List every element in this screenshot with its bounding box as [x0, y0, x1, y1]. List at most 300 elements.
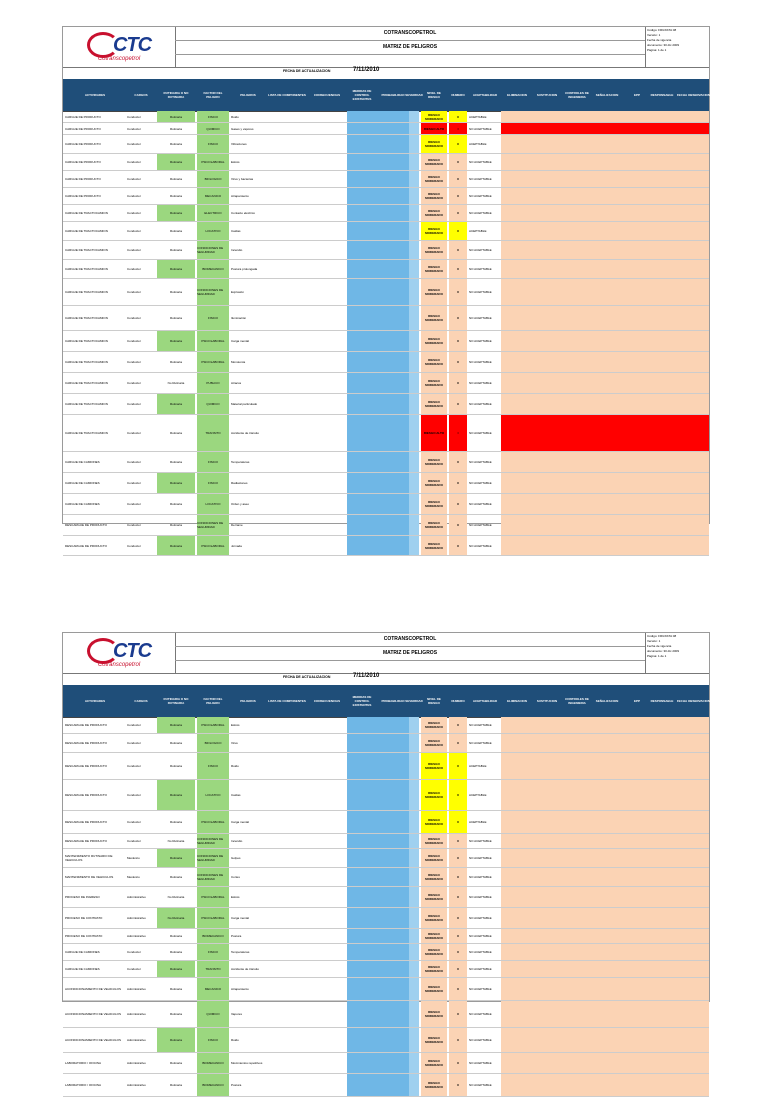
risk-number-cell: II: [449, 868, 467, 886]
company-name: COTRANSCOPETROL: [175, 27, 645, 41]
acceptability-cell: NO ACEPTABLE: [469, 1061, 492, 1065]
routine-cell: Rutinaria: [169, 316, 182, 320]
acceptability-cell: NO ACEPTABLE: [469, 741, 492, 745]
column-header-2: RUTINARIA O NO RUTINARIA: [163, 91, 189, 99]
routine-cell: Rutinaria: [169, 1083, 182, 1087]
risk-number-cell: II: [449, 929, 467, 943]
acceptability-cell: NO ACEPTABLE: [469, 875, 492, 879]
routine-cell: Rutinaria: [169, 431, 182, 435]
table-row: [63, 834, 709, 849]
routine-cell: Rutinaria: [169, 820, 182, 824]
acceptability-cell: NO ACEPTABLE: [469, 126, 492, 131]
activity-cell: CARGUE DE PRODUCTO: [65, 177, 101, 181]
risk-number-cell: II: [449, 1074, 467, 1096]
routine-cell: Rutinaria: [169, 248, 182, 252]
table-row: [63, 1028, 709, 1053]
hazard-cell: Monotonía: [231, 360, 246, 364]
activity-cell: CARGUE DE PRODUCTO: [65, 142, 101, 146]
risk-level-cell: RIESGO MODERADO: [421, 306, 447, 330]
table-row: [63, 717, 709, 734]
factor-cell: CONDICIONES DE SEGURIDAD: [197, 849, 229, 867]
role-cell: Administrativo: [127, 934, 146, 938]
hazard-cell: Accidente de tránsito: [231, 431, 260, 435]
column-header-8: PROBABILIDAD: [381, 699, 405, 703]
column-header-3: FACTOR DEL PELIGRO: [203, 697, 223, 705]
acceptability-cell: NO ACEPTABLE: [469, 950, 492, 954]
column-header-8: PROBABILIDAD: [381, 93, 405, 97]
column-header-19: FECHA: [676, 93, 688, 97]
risk-number-cell: II: [449, 373, 467, 393]
factor-cell: PSICOLABORAL: [197, 536, 229, 555]
factor-cell: FISICO: [197, 753, 229, 779]
hazard-cell: Postura: [231, 1083, 242, 1087]
role-cell: Conductor: [127, 460, 141, 464]
table-row: [63, 780, 709, 811]
column-header-4: PELIGROS: [240, 699, 256, 703]
factor-cell: PSICOLABORAL: [197, 717, 229, 733]
role-cell: Administrativo: [127, 1012, 146, 1016]
risk-level-cell: RIESGO ALTO: [421, 415, 447, 451]
hazard-cell: Derrame: [231, 523, 243, 527]
routine-cell: Rutinaria: [157, 849, 195, 867]
activity-cell: DESCARGUE DE PRODUCTO: [65, 543, 107, 548]
table-row: [63, 154, 709, 171]
factor-cell: FISICO: [197, 135, 229, 153]
risk-level-cell: RIESGO MODERADO: [421, 717, 447, 733]
hazard-cell: Radiaciones: [231, 481, 248, 485]
hazard-cell: Virus y bacterias: [231, 177, 254, 181]
risk-number-cell: II: [449, 188, 467, 204]
risk-level-cell: RIESGO MODERADO: [421, 1001, 447, 1027]
activity-cell: CARGUE DE TRACTOCAMION: [65, 229, 108, 233]
factor-cell: BIOMECANICO: [197, 1053, 229, 1073]
routine-cell: Rutinaria: [169, 741, 182, 745]
risk-number-cell: II: [449, 834, 467, 848]
routine-cell: Rutinaria: [169, 934, 182, 938]
role-cell: Conductor: [127, 950, 141, 954]
column-header-1: CARGOS: [134, 699, 148, 703]
update-label: FECHA DE ACTUALIZACION: [283, 675, 331, 679]
column-header-14: SUSTITUCION: [536, 93, 558, 97]
column-header-0: ACTIVIDADES: [84, 93, 106, 97]
routine-cell: Rutinaria: [169, 194, 182, 198]
acceptability-cell: NO ACEPTABLE: [469, 460, 492, 464]
column-header-row: [63, 685, 715, 718]
routine-cell: Rutinaria: [157, 717, 195, 733]
activity-cell: DESCARGUE DE PRODUCTO: [65, 764, 107, 768]
risk-number-cell: II: [449, 473, 467, 493]
risk-number-cell: II: [449, 331, 467, 351]
factor-cell: QUIMICO: [197, 1001, 229, 1027]
hazard-cell: Atrapamiento: [231, 194, 249, 198]
routine-cell: Rutinaria: [157, 154, 195, 170]
document-page-2: [62, 632, 715, 1089]
risk-level-cell: RIESGO MODERADO: [421, 452, 447, 472]
risk-level-cell: RIESGO MODERADO: [421, 929, 447, 943]
acceptability-cell: NO ACEPTABLE: [469, 916, 492, 920]
column-header-12: ACEPTABILIDAD: [472, 93, 498, 97]
acceptability-cell: ACEPTABLE: [469, 114, 487, 119]
acceptability-cell: NO ACEPTABLE: [469, 895, 492, 899]
risk-level-cell: RIESGO MODERADO: [421, 494, 447, 514]
factor-cell: PSICOLABORAL: [197, 887, 229, 907]
routine-cell: Rutinaria: [157, 473, 195, 493]
factor-cell: ELECTRICO: [197, 205, 229, 221]
column-header-20: OBSERVACIONES: [687, 93, 715, 97]
routine-cell: Rutinaria: [169, 360, 182, 364]
acceptability-cell: NO ACEPTABLE: [469, 316, 492, 320]
column-header-17: EPP: [633, 93, 640, 97]
factor-cell: LOCATIVO: [197, 494, 229, 514]
risk-number-cell: II: [449, 536, 467, 555]
table-row: [63, 222, 709, 241]
role-cell: Conductor: [127, 126, 141, 131]
role-cell: Conductor: [127, 194, 141, 198]
role-cell: Administrativo: [127, 895, 146, 899]
hazard-cell: Vibraciones: [231, 142, 247, 146]
activity-cell: CARGUE DE CAMIONES: [65, 950, 100, 954]
routine-cell: Rutinaria: [157, 331, 195, 351]
role-cell: Conductor: [127, 839, 141, 843]
routine-cell: Rutinaria: [157, 536, 195, 555]
risk-level-cell: RIESGO MODERADO: [421, 1028, 447, 1052]
factor-cell: BIOLOGICO: [197, 171, 229, 187]
hazard-cell: Temperaturas: [231, 460, 250, 464]
risk-level-cell: RIESGO MODERADO: [421, 834, 447, 848]
table-row: [63, 849, 709, 868]
routine-cell: Rutinaria: [157, 260, 195, 278]
column-header-15: CONTROLES DE INGENIERIA: [565, 697, 589, 705]
table-row: [63, 753, 709, 780]
hazard-cell: Atrapamiento: [231, 987, 249, 991]
update-date: 7/11/2010: [353, 673, 380, 679]
table-row: [63, 944, 709, 961]
factor-cell: FISICO: [197, 452, 229, 472]
column-header-6: CONSECUENCIAS: [313, 699, 341, 703]
factor-cell: QUIMICO: [197, 394, 229, 414]
role-cell: Conductor: [127, 267, 141, 271]
activity-cell: DESCARGUE DE PRODUCTO: [65, 523, 107, 527]
acceptability-cell: NO ACEPTABLE: [469, 481, 492, 485]
column-header-1: CARGOS: [134, 93, 148, 97]
role-cell: Conductor: [127, 820, 141, 824]
acceptability-cell: NO ACEPTABLE: [469, 177, 492, 181]
activity-cell: CARGUE DE TRACTOCAMION: [65, 248, 108, 252]
factor-cell: TRANSITO: [197, 415, 229, 451]
hazard-cell: Accidente de tránsito: [231, 967, 260, 971]
table-row: [63, 887, 709, 908]
factor-cell: BIOMECANICO: [197, 929, 229, 943]
activity-cell: CARGUE DE TRACTOCAMION: [65, 431, 108, 435]
company-logo: CTC Cotranscopetrol: [63, 27, 176, 67]
risk-level-cell: RIESGO MODERADO: [421, 811, 447, 833]
routine-cell: Rutinaria: [169, 1012, 182, 1016]
risk-level-cell: RIESGO MODERADO: [421, 171, 447, 187]
role-cell: Conductor: [127, 339, 141, 343]
hazard-cell: Estrés: [231, 160, 240, 164]
factor-cell: FISICO: [197, 944, 229, 960]
risk-number-cell: II: [449, 811, 467, 833]
role-cell: Conductor: [127, 543, 141, 548]
routine-cell: Rutinaria: [157, 1028, 195, 1052]
routine-cell: No Rutinaria: [167, 895, 185, 899]
activity-cell: DESCARGUE DE PRODUCTO: [65, 723, 107, 727]
acceptability-cell: ACEPTABLE: [469, 820, 487, 824]
table-row: [63, 536, 709, 556]
routine-cell: Rutinaria: [169, 290, 182, 294]
acceptability-cell: NO ACEPTABLE: [469, 856, 492, 860]
risk-level-cell: RIESGO MODERADO: [421, 753, 447, 779]
risk-level-cell: RIESGO MODERADO: [421, 780, 447, 810]
hazard-cell: Movimientos repetitivos: [231, 1061, 263, 1065]
routine-cell: Rutinaria: [169, 229, 182, 233]
table-row: [63, 260, 709, 279]
acceptability-cell: NO ACEPTABLE: [469, 339, 492, 343]
hazard-cell: Gases y vapores: [231, 126, 254, 131]
update-date: 7/11/2010: [353, 67, 380, 73]
risk-number-cell: I: [449, 123, 467, 134]
column-header-12: ACEPTABILIDAD: [472, 699, 498, 703]
table-row: [63, 241, 709, 260]
hazard-cell: Ruido: [231, 114, 239, 119]
document-meta: Código: FRGSSTA 08 Versión: 1 Fecha de vigencia documento: 30 dic 2009 Página: 1 de 1: [645, 27, 709, 67]
column-header-18: RESPONSABLE: [650, 699, 674, 703]
role-cell: Administrativo: [127, 1061, 146, 1065]
activity-cell: DESCARGUE DE PRODUCTO: [65, 839, 107, 843]
table-row: [63, 452, 709, 473]
factor-cell: BIOMECANICO: [197, 260, 229, 278]
role-cell: Conductor: [127, 523, 141, 527]
role-cell: Conductor: [127, 114, 141, 119]
acceptability-cell: NO ACEPTABLE: [469, 290, 492, 294]
factor-cell: PSICOLABORAL: [197, 908, 229, 928]
role-cell: Conductor: [127, 741, 141, 745]
risk-level-cell: RIESGO MODERADO: [421, 279, 447, 305]
table-row: [63, 188, 709, 205]
risk-number-cell: II: [449, 515, 467, 535]
table-row: [63, 135, 709, 154]
table-row: [63, 515, 709, 536]
hazard-cell: Contacto eléctrico: [231, 211, 256, 215]
risk-number-cell: II: [449, 1001, 467, 1027]
activity-cell: ACONDICIONAMIENTO DE VEHICULOS: [65, 987, 121, 991]
role-cell: Conductor: [127, 502, 141, 506]
risk-number-cell: II: [449, 1053, 467, 1073]
acceptability-cell: NO ACEPTABLE: [469, 194, 492, 198]
routine-cell: Rutinaria: [169, 126, 182, 131]
risk-level-cell: RIESGO MODERADO: [421, 260, 447, 278]
column-header-18: RESPONSABLE: [650, 93, 674, 97]
routine-cell: Rutinaria: [169, 177, 182, 181]
routine-cell: No Rutinaria: [157, 908, 195, 928]
factor-cell: MECANICO: [197, 188, 229, 204]
hazard-cell: Estrés: [231, 723, 240, 727]
risk-number-cell: II: [449, 717, 467, 733]
column-header-7: MEDIDAS DE CONTROL EXISTENTES: [352, 89, 372, 101]
hazard-cell: Carga mental: [231, 820, 250, 824]
hazard-cell: Explosión: [231, 290, 245, 294]
role-cell: Conductor: [127, 316, 141, 320]
routine-cell: Rutinaria: [169, 764, 182, 768]
acceptability-cell: NO ACEPTABLE: [469, 723, 492, 727]
risk-level-cell: RIESGO MODERADO: [421, 978, 447, 1000]
role-cell: Conductor: [127, 211, 141, 215]
risk-number-cell: II: [449, 135, 467, 153]
risk-level-cell: RIESGO MODERADO: [421, 188, 447, 204]
role-cell: Conductor: [127, 229, 141, 233]
factor-cell: PSICOLABORAL: [197, 331, 229, 351]
factor-cell: LOCATIVO: [197, 780, 229, 810]
hazard-cell: Postura prolongada: [231, 267, 258, 271]
table-row: [63, 205, 709, 222]
activity-cell: CARGUE DE TRACTOCAMION: [65, 381, 108, 385]
risk-number-cell: II: [449, 887, 467, 907]
activity-cell: LABORATORIO / OFICINA: [65, 1061, 102, 1065]
column-header-2: RUTINARIA O NO RUTINARIA: [163, 697, 189, 705]
activity-cell: CARGUE DE PRODUCTO: [65, 160, 101, 164]
routine-cell: No Rutinaria: [167, 381, 185, 385]
risk-level-cell: RIESGO MODERADO: [421, 536, 447, 555]
factor-cell: PUBLICO: [197, 373, 229, 393]
risk-number-cell: II: [449, 780, 467, 810]
role-cell: Conductor: [127, 431, 141, 435]
hazard-cell: Temperaturas: [231, 950, 250, 954]
role-cell: Mecánico: [127, 875, 140, 879]
activity-cell: CARGUE DE CAMIONES: [65, 502, 100, 506]
risk-level-cell: RIESGO MODERADO: [421, 908, 447, 928]
hazard-cell: Cortes: [231, 875, 240, 879]
hazard-cell: Atracos: [231, 381, 242, 385]
risk-level-cell: RIESGO MODERADO: [421, 111, 447, 122]
role-cell: Conductor: [127, 248, 141, 252]
routine-cell: Rutinaria: [169, 523, 182, 527]
risk-level-cell: RIESGO MODERADO: [421, 887, 447, 907]
routine-cell: Rutinaria: [157, 394, 195, 414]
acceptability-cell: NO ACEPTABLE: [469, 431, 492, 435]
factor-cell: TRANSITO: [197, 961, 229, 977]
column-header-7: MEDIDAS DE CONTROL EXISTENTES: [352, 695, 372, 707]
activity-cell: PROCESO DE CONTRATO: [65, 934, 103, 938]
hazard-cell: Caídas: [231, 793, 241, 797]
routine-cell: No Rutinaria: [167, 839, 185, 843]
routine-cell: Rutinaria: [169, 142, 182, 146]
factor-cell: CONDICIONES DE SEGURIDAD: [197, 279, 229, 305]
column-header-6: CONSECUENCIAS: [313, 93, 341, 97]
table-row: [63, 279, 709, 306]
hazard-cell: Golpes: [231, 856, 241, 860]
risk-level-cell: RIESGO MODERADO: [421, 352, 447, 372]
factor-cell: CONDICIONES DE SEGURIDAD: [197, 868, 229, 886]
factor-cell: FISICO: [197, 1028, 229, 1052]
activity-cell: DESCARGUE DE PRODUCTO: [65, 793, 107, 797]
page-header: [63, 27, 709, 68]
risk-level-cell: RIESGO MODERADO: [421, 331, 447, 351]
factor-cell: FISICO: [197, 473, 229, 493]
risk-level-cell: RIESGO MODERADO: [421, 1053, 447, 1073]
column-header-13: ELIMINACION: [507, 93, 527, 97]
risk-level-cell: RIESGO MODERADO: [421, 734, 447, 752]
activity-cell: PROCESO DE INGRESO: [65, 895, 100, 899]
risk-level-cell: RIESGO MODERADO: [421, 154, 447, 170]
activity-cell: CARGUE DE TRACTOCAMION: [65, 360, 108, 364]
table-row: [63, 473, 709, 494]
hazard-table-page-1: [63, 111, 709, 556]
routine-cell: Rutinaria: [169, 460, 182, 464]
column-header-11: NUMERO: [451, 699, 465, 703]
acceptability-cell: NO ACEPTABLE: [469, 248, 492, 252]
factor-cell: PSICOLABORAL: [197, 352, 229, 372]
factor-cell: CONDICIONES DE SEGURIDAD: [197, 241, 229, 259]
role-cell: Administrativo: [127, 916, 146, 920]
column-header-3: FACTOR DEL PELIGRO: [203, 91, 223, 99]
role-cell: Conductor: [127, 967, 141, 971]
column-header-20: OBSERVACIONES: [687, 699, 715, 703]
hazard-cell: Carga mental: [231, 339, 250, 343]
risk-number-cell: II: [449, 452, 467, 472]
risk-level-cell: RIESGO MODERADO: [421, 473, 447, 493]
table-row: [63, 394, 709, 415]
acceptability-cell: NO ACEPTABLE: [469, 1083, 492, 1087]
routine-cell: Rutinaria: [157, 780, 195, 810]
column-header-5: LISTA DE COMPONENTES: [268, 93, 306, 97]
factor-cell: CONDICIONES DE SEGURIDAD: [197, 515, 229, 535]
risk-level-cell: RIESGO MODERADO: [421, 849, 447, 867]
activity-cell: CARGUE DE TRACTOCAMION: [65, 339, 108, 343]
hazard-cell: Jornada: [231, 543, 242, 548]
routine-cell: Rutinaria: [169, 875, 182, 879]
risk-level-cell: RIESGO MODERADO: [421, 944, 447, 960]
role-cell: Conductor: [127, 142, 141, 146]
risk-number-cell: II: [449, 306, 467, 330]
activity-cell: MANTENIMIENTO RUTINARIO DE VEHICULOS: [65, 854, 113, 862]
hazard-cell: Virus: [231, 741, 238, 745]
acceptability-cell: ACEPTABLE: [469, 793, 487, 797]
routine-cell: Rutinaria: [169, 502, 182, 506]
hazard-cell: Iluminación: [231, 316, 247, 320]
column-header-19: FECHA: [676, 699, 688, 703]
risk-number-cell: II: [449, 260, 467, 278]
acceptability-cell: ACEPTABLE: [469, 229, 487, 233]
acceptability-cell: ACEPTABLE: [469, 764, 487, 768]
risk-number-cell: II: [449, 241, 467, 259]
table-row: [63, 908, 709, 929]
risk-level-cell: RIESGO MODERADO: [421, 373, 447, 393]
risk-number-cell: II: [449, 908, 467, 928]
hazard-cell: Incendio: [231, 839, 243, 843]
hazard-cell: Orden y aseo: [231, 502, 250, 506]
activity-cell: CARGUE DE TRACTOCAMION: [65, 290, 108, 294]
role-cell: Conductor: [127, 793, 141, 797]
activity-cell: CARGUE DE CAMIONES: [65, 460, 100, 464]
table-row: [63, 978, 709, 1001]
column-header-13: ELIMINACION: [507, 699, 527, 703]
acceptability-cell: NO ACEPTABLE: [469, 934, 492, 938]
activity-cell: PROCESO DE CONTRATO: [65, 916, 103, 920]
acceptability-cell: NO ACEPTABLE: [469, 381, 492, 385]
table-row: [63, 415, 709, 452]
risk-level-cell: RIESGO MODERADO: [421, 205, 447, 221]
acceptability-cell: NO ACEPTABLE: [469, 543, 492, 548]
column-header-4: PELIGROS: [240, 93, 256, 97]
routine-cell: Rutinaria: [169, 1061, 182, 1065]
hazard-cell: Estrés: [231, 895, 240, 899]
role-cell: Conductor: [127, 177, 141, 181]
column-header-17: EPP: [633, 699, 640, 703]
factor-cell: BIOLOGICO: [197, 734, 229, 752]
routine-cell: Rutinaria: [157, 205, 195, 221]
page-header: [63, 633, 709, 674]
risk-level-cell: RIESGO MODERADO: [421, 515, 447, 535]
